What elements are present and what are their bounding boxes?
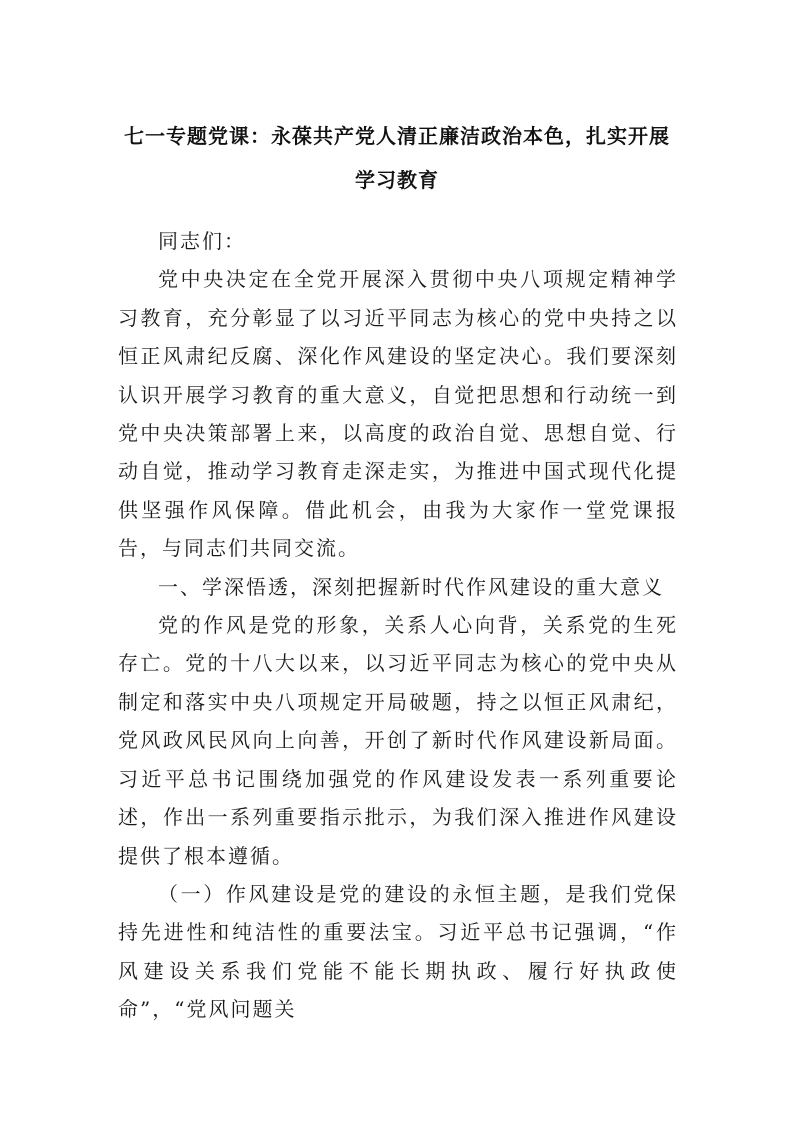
body-paragraph: 党的作风是党的形象，关系人心向背，关系党的生死存亡。党的十八大以来，以习近平同志为核心的党中央从制定和落实中央八项规定开局破题，持之以恒正风肃纪，党风政风民风向上向善，开创了新时代作风建设新局面。习近平总书记围绕加强党的作风建设发表一系列重要论述，作出一系列重要指示批示，为我们深入推进作风建设提供了根本遵循。: [118, 613, 678, 868]
intro-paragraph: 党中央决定在全党开展深入贯彻中央八项规定精神学习教育，充分彰显了以习近平同志为核心的党中央持之以恒正风肃纪反腐、深化作风建设的坚定决心。我们要深刻认识开展学习教育的重大意义，自觉把思想和行动统一到党中央决策部署上来，以高度的政治自觉、思想自觉、行动自觉，推动学习教育走深走实，为推进中国式现代化提供坚强作风保障。借此机会，由我为大家作一堂党课报告，与同志们共同交流。: [118, 267, 678, 561]
salutation-paragraph: 同志们：: [158, 229, 246, 253]
section-heading: 一、学深悟透，深刻把握新时代作风建设的重大意义: [158, 574, 664, 599]
document-body: [118, 222, 678, 1029]
subsection-paragraph: （一）作风建设是党的建设的永恒主题，是我们党保持先进性和纯洁性的重要法宝。习近平总书记强调，“作风建设关系我们党能不能长期执政、履行好执政使命”，“党风问题关: [118, 881, 678, 1022]
document-title: 七一专题党课：永葆共产党人清正廉洁政治本色，扎实开展学习教育: [124, 124, 670, 192]
